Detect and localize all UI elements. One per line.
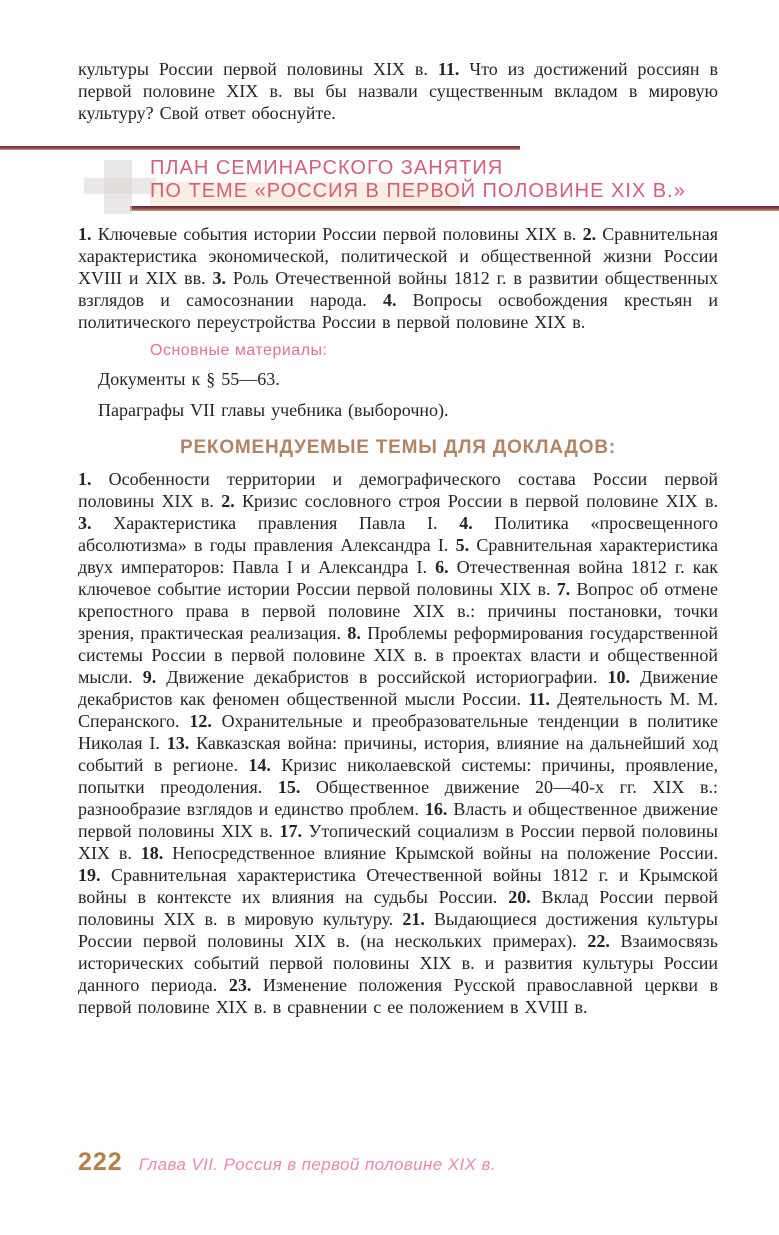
intro-paragraph: культуры России первой половины XIX в. 11. Что из достижений россиян в первой половине XIX в. вы бы назвали существенным вкладом в мировую культуру? Свой ответ обоснуйте. [78,59,718,123]
materials-label: Основные материалы: [150,342,328,359]
report-topics-title: РЕКОМЕНДУЕМЫЕ ТЕМЫ ДЛЯ ДОКЛАДОВ: [179,437,616,458]
materials-item: Документы к § 55—63. [98,369,280,389]
bottom-rule [130,206,779,211]
seminar-title [0,150,779,206]
page-number: 222 [78,1148,123,1176]
seminar-title-line-2: ПО ТЕМЕ «РОССИЯ В ПЕРВОЙ ПОЛОВИНЕ XIX В.» [150,180,686,202]
seminar-plan-section [0,146,779,211]
report-topics-text: 1. Особенности территории и демографического состава России первой половины XIX в. 2. Кризис сословного строя России в первой половине XIX в. 3. Характеристика правления Павла I. 4. Политика «просвещенного абсолютизма» в годы правления Александра I. 5. Сравнительная характеристика двух императоров: Павла I и Александра I. 6. Отечественная война 1812 г. как ключевое событие истории России первой половины XIX в. 7. Вопрос об отмене крепостного права в первой половине XIX в.: причины постановки, точки зрения, практическая реализация. 8. Проблемы реформирования государственной системы России в первой половине XIX в. в проектах власти и общественной мысли. 9. Движение декабристов в российской историографии. 10. Движение декабристов как феномен общественной мысли России. 11. Деятельность М. М. Сперанского. 12. Охранительные и преобразовательные тенденции в политике Николая I. 13. Кавказская война: причины, история, влияние на дальнейший ход событий в регионе. 14. Кризис николаевской системы: причины, проявление, попытки преодоления. 15. Общественное движение 20—40-х гг. XIX в.: разнообразие взглядов и единство проблем. 16. Власть и общественное движение первой половины XIX в. 17. Утопический социализм в России первой половины XIX в. 18. Непосредственное влияние Крымской войны на положение России. 19. Сравнительная характеристика Отечественной войны 1812 г. и Крымской войны в контексте их влияния на судьбы России. 20. Вклад России первой половины XIX в. в мировую культуру. 21. Выдающиеся достижения культуры России первой половины XIX в. (на нескольких примерах). 22. Взаимосвязь исторических событий первой половины XIX в. и развития культуры России данного периода. 23. Изменение положения Русской православной церкви в первой половине XIX в. в сравнении с ее положением в XVIII в. [78,469,719,1017]
materials-item: Параграфы VII главы учебника (выборочно). [98,400,449,420]
chapter-title: Глава VII. Россия в первой половине XIX в. [138,1155,496,1174]
page-footer [78,1148,718,1177]
seminar-title-line-1: ПЛАН СЕМИНАРСКОГО ЗАНЯТИЯ [150,157,504,179]
seminar-plan-text: 1. Ключевые события истории России первой половины XIX в. 2. Сравнительная характеристика экономической, политической и общественной жизни России XVIII и XIX вв. 3. Роль Отечественной войны 1812 г. в развитии общественных взглядов и самосознании народа. 4. Вопросы освобождения крестьян и политического переустройства России в первой половине XIX в. [78,224,718,332]
